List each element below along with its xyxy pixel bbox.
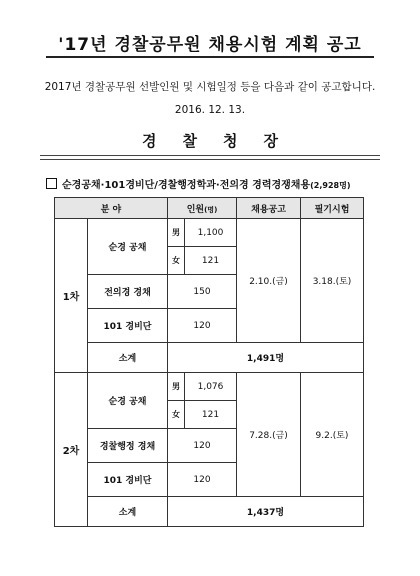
header-people-unit: (명) [204,205,218,214]
round2-male-count: 1,076 [185,373,237,401]
round1-row3-count: 120 [168,309,237,343]
section-count: (2,928명) [310,181,351,190]
round2-male-label: 男 [168,373,185,401]
round2-subtotal: 1,437명 [168,497,364,527]
round1-public-label: 순경 공채 [88,219,168,275]
round1-label: 1차 [55,219,88,373]
round2-row3-label: 101 경비단 [88,463,168,497]
round1-female-count: 121 [185,247,237,275]
divider-line [40,159,380,160]
header-people-label: 인원 [186,204,205,215]
agency-signature [0,130,420,151]
title-underline [46,56,374,58]
round2-row2-count: 120 [168,429,237,463]
table-row [55,343,364,373]
agency-char: 청 [223,132,238,150]
section-heading [46,176,351,191]
recruitment-table [54,197,364,527]
announcement-date: 2016. 12. 13. [174,104,246,116]
round2-female-count: 121 [185,401,237,429]
agency-char: 경 [142,132,157,150]
table-row [55,373,364,401]
round2-row2-label: 경찰행정 경채 [88,429,168,463]
table-row [55,219,364,247]
divider-line [40,155,380,156]
section-title: 순경공채·101경비단/경찰행정학과·전의경 경력경쟁채용 [62,180,311,191]
round2-row3-count: 120 [168,463,237,497]
round1-row2-count: 150 [168,275,237,309]
table-row [55,497,364,527]
header-exam: 필기시험 [301,198,364,219]
checkbox-square-icon [46,178,57,189]
table-header-row [55,198,364,219]
header-notice: 채용공고 [237,198,301,219]
round1-exam-date: 3.18.(토) [301,219,364,343]
round2-notice-date: 7.28.(금) [237,373,301,497]
round2-public-label: 순경 공채 [88,373,168,429]
round1-row3-label: 101 경비단 [88,309,168,343]
round1-male-count: 1,100 [185,219,237,247]
round1-notice-date: 2.10.(금) [237,219,301,343]
agency-char: 장 [263,132,278,150]
round2-label: 2차 [55,373,88,527]
round1-male-label: 男 [168,219,185,247]
round2-female-label: 女 [168,401,185,429]
intro-text: 2017년 경찰공무원 선발인원 및 시험일정 등을 다음과 같이 공고합니다. [44,81,376,93]
round1-row2-label: 전의경 경채 [88,275,168,309]
header-people [168,198,237,219]
agency-char: 찰 [182,132,197,150]
round2-exam-date: 9.2.(토) [301,373,364,497]
round2-subtotal-label: 소계 [88,497,168,527]
header-category: 분 야 [55,198,168,219]
page-title: '17년 경찰공무원 채용시험 계획 공고 [58,35,362,55]
round1-subtotal: 1,491명 [168,343,364,373]
round1-female-label: 女 [168,247,185,275]
round1-subtotal-label: 소계 [88,343,168,373]
